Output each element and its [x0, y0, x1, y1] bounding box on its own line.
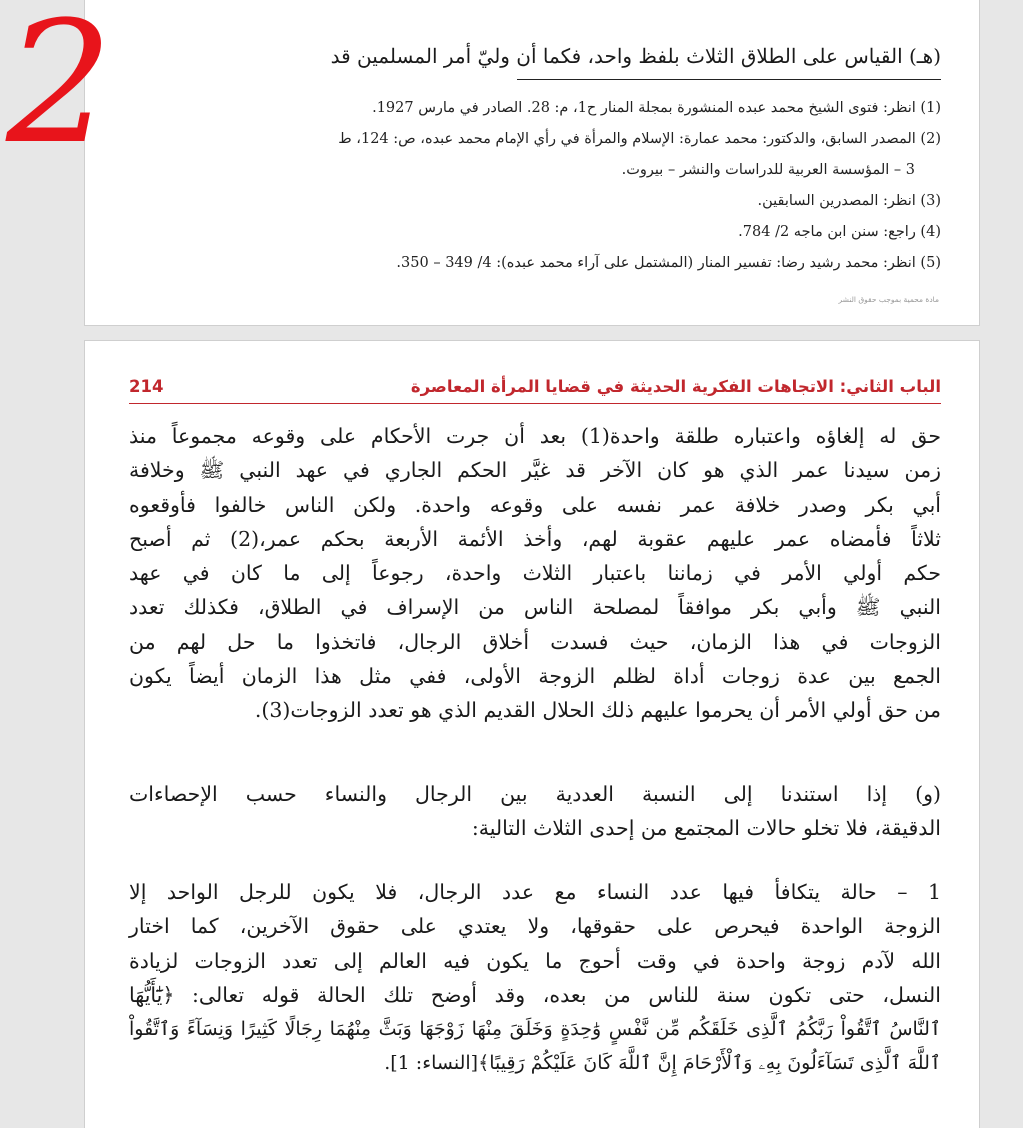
text-line: حكم أولي الأمر في زماننا باعتبار الثلاث واحدة، رجوعاً إلى ما كان في عهد: [129, 561, 941, 586]
chapter-title: الباب الثاني: الاتجاهات الفكرية الحديثة في قضايا المرأة المعاصرة: [410, 377, 941, 396]
paragraph-h: (هـ) القياس على الطلاق الثلاث بلفظ واحد، فكما أن وليّ أمر المسلمين قد: [330, 44, 941, 68]
footnote-5: (5) انظر: محمد رشيد رضا: تفسير المنار (المشتمل على آراء محمد عبده): 4/ 349 – 350.: [396, 255, 941, 271]
text-line: الله لآدم زوجة واحدة في وقت أحوج ما يكون فيه العالم إلى تعدد الزوجات لزيادة: [129, 948, 941, 973]
text-line: النسل، حتى تكون سنة للناس من بعده، وقد أوضح تلك الحالة قوله تعالى: ﴿يَٰٓأَيُّهَا: [129, 982, 941, 1007]
text-line: الدقيقة، فلا تخلو حالات المجتمع من إحدى الثلاث التالية:: [471, 816, 941, 841]
text-line: حق له إلغاؤه واعتباره طلقة واحدة(1) بعد أن جرت الأحكام على وقوعه مجموعاً منذ: [129, 424, 942, 448]
paragraph-2: [129, 777, 941, 846]
page-number: 214: [129, 377, 164, 396]
footnote-2: (2) المصدر السابق، والدكتور: محمد عمارة: الإسلام والمرأة في رأي الإمام محمد عبده، ص: 124، ط: [338, 131, 941, 147]
text-line: أبي بكر وصدر خلافة عمر نفسه على وقوعه واحدة. ولكن الناس خالفوا فأوقعوه: [129, 492, 941, 517]
running-header: [129, 377, 941, 405]
margin-number-annotation: 2: [6, 0, 113, 181]
text-line: الجمع بين عدة زوجات أداة لظلم الزوجة الأولى، ففي مثل هذا الزمان أيضاً يكون: [129, 664, 941, 689]
text-line: 1 – حالة يتكافأ فيها عدد النساء مع عدد الرجال، فلا يكون للرجل الواحد إلا: [129, 880, 941, 904]
footnote-4: (4) راجع: سنن ابن ماجه 2/ 784.: [738, 224, 941, 240]
current-page: [84, 340, 980, 1128]
footnote-1: (1) انظر: فتوى الشيخ محمد عبده المنشورة بمجلة المنار ح1، م: 28. الصادر في مارس 1927.: [372, 100, 941, 116]
text-line: زمن سيدنا عمر الذي هو كان الآخر قد غيَّر الحكم الجاري في عهد النبي ﷺ وخلافة: [129, 458, 941, 483]
paragraph-3: [129, 875, 941, 1081]
text-line: من حق أولي الأمر أن يحرموا عليهم ذلك الحلال القديم الذي هو تعدد الزوجات(3).: [254, 698, 941, 723]
quran-verse-line: ٱللَّهَ ٱلَّذِى تَسَآءَلُونَ بِهِۦ وَٱلْأَرْحَامَ إِنَّ ٱللَّهَ كَانَ عَلَيْكُمْ رَقِيبًا﴾[النساء: 1].: [384, 1052, 941, 1075]
footnotes: [121, 93, 941, 279]
footnote-separator: [517, 79, 941, 80]
previous-page: [84, 0, 980, 326]
copyright-note: مادة محمية بموجب حقوق النشر: [838, 295, 939, 304]
text-line: (و) إذا استندنا إلى النسبة العددية بين الرجال والنساء حسب الإحصاءات: [129, 782, 941, 806]
text-line: النبي ﷺ وأبي بكر موافقاً لمصلحة الناس من الإسراف في الطلاق، فكذلك تعدد: [129, 595, 941, 620]
paragraph-1: [129, 419, 941, 728]
footnote-2-continued: 3 – المؤسسة العربية للدراسات والنشر – بيروت.: [621, 162, 915, 178]
quran-verse-line: ٱلنَّاسُ ٱتَّقُواْ رَبَّكُمُ ٱلَّذِى خَلَقَكُم مِّن نَّفْسٍ وَٰحِدَةٍ وَخَلَقَ مِنْهَا زَوْجَهَا وَبَثَّ مِنْهُمَا رِجَالًا كَثِيرًا وَنِسَآءً وَٱتَّقُواْ: [129, 1018, 941, 1041]
text-line: ثلاثاً فأمضاه عمر عليهم عقوبة لهم، وأخذ الأئمة الأربعة بحكم عمر،(2) ثم أصبح: [129, 526, 941, 551]
footnote-3: (3) انظر: المصدرين السابقين.: [757, 193, 941, 209]
text-line: الزوجات في هذا الزمان، حيث فسدت أخلاق الرجال، فاتخذوا ما حل لهم من: [129, 629, 941, 654]
text-line: الزوجة الواحدة فيحرص على حقوقها، ولا يعتدي على حقوق الآخرين، كما اختار: [129, 914, 941, 939]
header-rule: [129, 403, 941, 404]
